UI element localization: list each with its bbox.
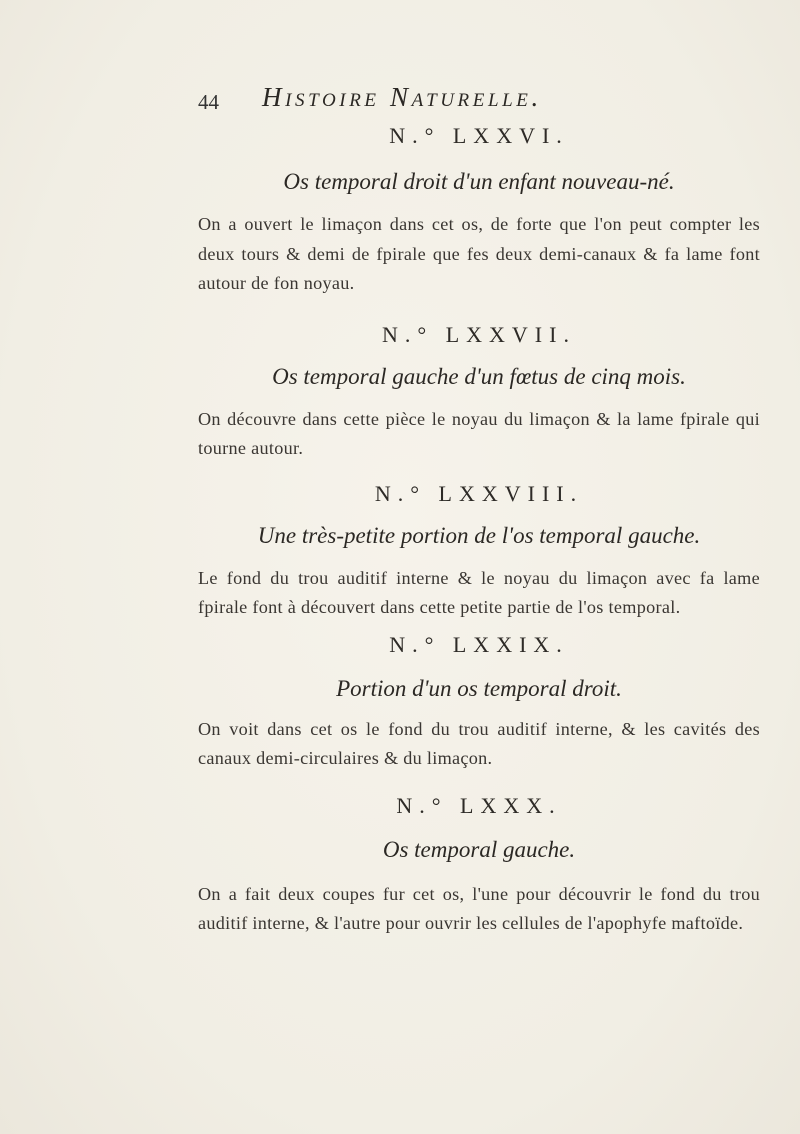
entry-description: On a ouvert le limaçon dans cet os, de forte que l'on peut compter les deux tours & demi de fpirale que fes deux demi-canaux & fa lame font autour de fon noyau. — [198, 214, 760, 293]
entry-description: On découvre dans cette pièce le noyau du limaçon & la lame fpirale qui tourne autour. — [198, 408, 760, 458]
entry-number: N.° LXXVII. — [382, 321, 576, 347]
catalog-entry — [198, 790, 760, 939]
entry-number: N.° LXXVI. — [389, 123, 569, 148]
entry-number: N.° LXXX. — [396, 792, 562, 818]
entry-title: Portion d'un os temporal droit. — [336, 675, 622, 701]
entry-number: N.° LXXVIII. — [374, 480, 584, 506]
catalog-entry — [198, 319, 760, 464]
entry-title: Os temporal droit d'un enfant nouveau-né. — [283, 169, 675, 194]
entry-number: N.° LXXIX. — [389, 631, 569, 657]
entry-description: Le fond du trou auditif interne & le noyau du limaçon avec fa lame fpirale font à découvert dans cette petite partie de l'os temporal. — [198, 567, 760, 617]
entry-title: Os temporal gauche d'un fœtus de cinq mois. — [272, 363, 686, 389]
entry-title: Os temporal gauche. — [382, 836, 576, 862]
entry-description: On a fait deux coupes fur cet os, l'une pour découvrir le fond du trou auditif interne, & l'autre pour ouvrir les cellules de l'apophyfe maftoïde. — [198, 883, 760, 933]
catalog-entry — [198, 629, 760, 774]
page-number: 44 — [198, 90, 219, 114]
entry-title: Une très-petite portion de l'os temporal gauche. — [257, 522, 701, 548]
catalog-entry — [198, 478, 760, 623]
entry-description: On voit dans cet os le fond du trou auditif interne, & les cavités des canaux demi-circulaires & du limaçon. — [198, 718, 760, 768]
catalog-entry — [198, 120, 760, 299]
running-title: Histoire Naturelle. — [262, 82, 542, 112]
page-header — [0, 82, 800, 122]
page-content — [198, 120, 760, 939]
